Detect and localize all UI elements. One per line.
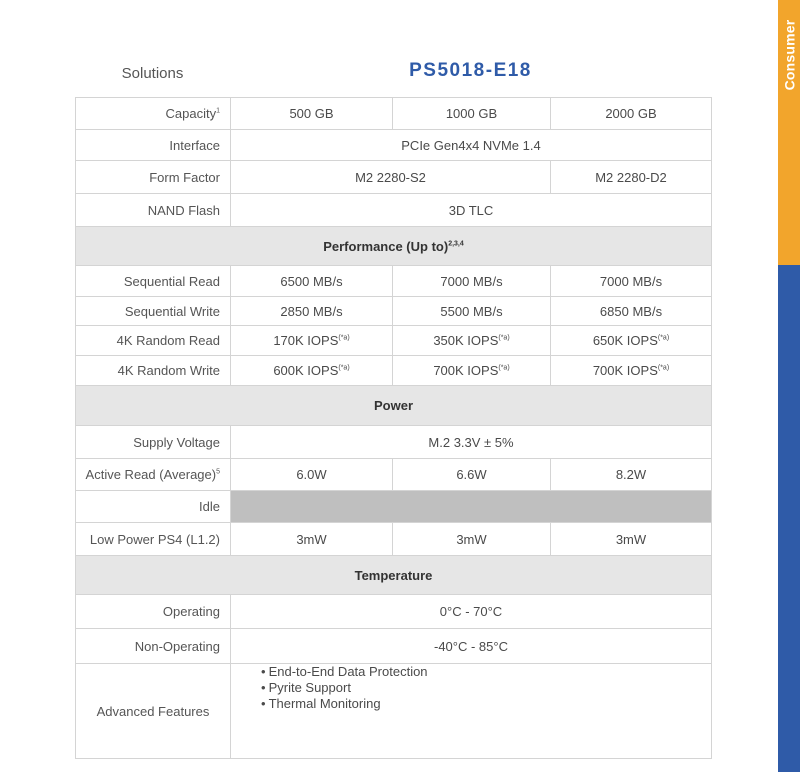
cell: 3mW xyxy=(393,523,551,556)
side-tab-label: Consumer xyxy=(781,19,797,91)
temperature-section-header xyxy=(76,556,712,595)
cell: 1000 GB xyxy=(393,98,551,130)
advanced-features-row xyxy=(76,664,712,759)
feature-item: • Thermal Monitoring xyxy=(261,696,711,712)
idle-row xyxy=(76,491,712,523)
cell: 0°C - 70°C xyxy=(231,595,712,629)
cell: 8.2W xyxy=(551,459,712,491)
sequential-read-row xyxy=(76,266,712,297)
row-label: Form Factor xyxy=(76,161,231,194)
row-label: Sequential Write xyxy=(76,297,231,326)
cell: 7000 MB/s xyxy=(551,266,712,297)
cell: 3mW xyxy=(231,523,393,556)
capacity-row xyxy=(76,98,712,130)
interface-row xyxy=(76,130,712,161)
operating-row xyxy=(76,595,712,629)
cell: 7000 MB/s xyxy=(393,266,551,297)
row-label: Operating xyxy=(76,595,231,629)
cell: 6850 MB/s xyxy=(551,297,712,326)
row-label: Active Read (Average)$^5$ xyxy=(76,459,231,491)
cell: M2 2280-D2 xyxy=(551,161,712,194)
cell: 350K $IOPS^{(*a)}$ xyxy=(393,326,551,356)
features-list xyxy=(231,664,711,712)
row-label: Advanced Features xyxy=(76,664,231,759)
row-label: Capacity$^1$ xyxy=(76,98,231,130)
cell: 700K $IOPS^{(*a)}$ xyxy=(393,356,551,386)
power-section-header xyxy=(76,386,712,426)
row-label: NAND Flash xyxy=(76,194,231,227)
cell: 2000 GB xyxy=(551,98,712,130)
solutions-label: Solutions xyxy=(121,65,184,82)
features-cell xyxy=(231,664,712,759)
form-factor-row xyxy=(76,161,712,194)
cell: 700K $IOPS^{(*a)}$ xyxy=(551,356,712,386)
section-title: Performance (Up to)$^{2,3,4}$ xyxy=(76,227,712,266)
cell: 6.0W xyxy=(231,459,393,491)
row-label: Non-Operating xyxy=(76,629,231,664)
section-title: Temperature xyxy=(76,556,712,595)
active-read-row xyxy=(76,459,712,491)
row-label: Low Power PS4 (L1.2) xyxy=(76,523,231,556)
sequential-write-row xyxy=(76,297,712,326)
spec-table xyxy=(75,97,712,759)
row-label: Supply Voltage xyxy=(76,426,231,459)
cell: 6500 MB/s xyxy=(231,266,393,297)
row-label: Sequential Read xyxy=(76,266,231,297)
side-tab xyxy=(778,0,800,772)
row-label: Idle xyxy=(76,491,231,523)
side-tab-blue xyxy=(778,265,800,772)
cell: M.2 3.3V ± 5% xyxy=(231,426,712,459)
cell: 600K $IOPS^{(*a)}$ xyxy=(231,356,393,386)
feature-item: • Pyrite Support xyxy=(261,680,711,696)
random-read-row xyxy=(76,326,712,356)
product-name: PS5018-E18 xyxy=(409,60,532,81)
cell: 650K $IOPS^{(*a)}$ xyxy=(551,326,712,356)
spec-header xyxy=(75,58,711,90)
cell: PCIe Gen4x4 NVMe 1.4 xyxy=(231,130,712,161)
cell: 5500 MB/s xyxy=(393,297,551,326)
random-write-row xyxy=(76,356,712,386)
cell: 2850 MB/s xyxy=(231,297,393,326)
non-operating-row xyxy=(76,629,712,664)
performance-section-header xyxy=(76,227,712,266)
cell: M2 2280-S2 xyxy=(231,161,551,194)
cell: 3D TLC xyxy=(231,194,712,227)
idle-empty-cell xyxy=(231,491,712,523)
cell: 6.6W xyxy=(393,459,551,491)
row-label: 4K Random Read xyxy=(76,326,231,356)
section-title: Power xyxy=(76,386,712,426)
cell: 3mW xyxy=(551,523,712,556)
cell: 500 GB xyxy=(231,98,393,130)
low-power-row xyxy=(76,523,712,556)
row-label: Interface xyxy=(76,130,231,161)
cell: 170K $IOPS^{(*a)}$ xyxy=(231,326,393,356)
feature-item: • End-to-End Data Protection xyxy=(261,664,711,680)
nand-flash-row xyxy=(76,194,712,227)
row-label: 4K Random Write xyxy=(76,356,231,386)
supply-voltage-row xyxy=(76,426,712,459)
cell: -40°C - 85°C xyxy=(231,629,712,664)
